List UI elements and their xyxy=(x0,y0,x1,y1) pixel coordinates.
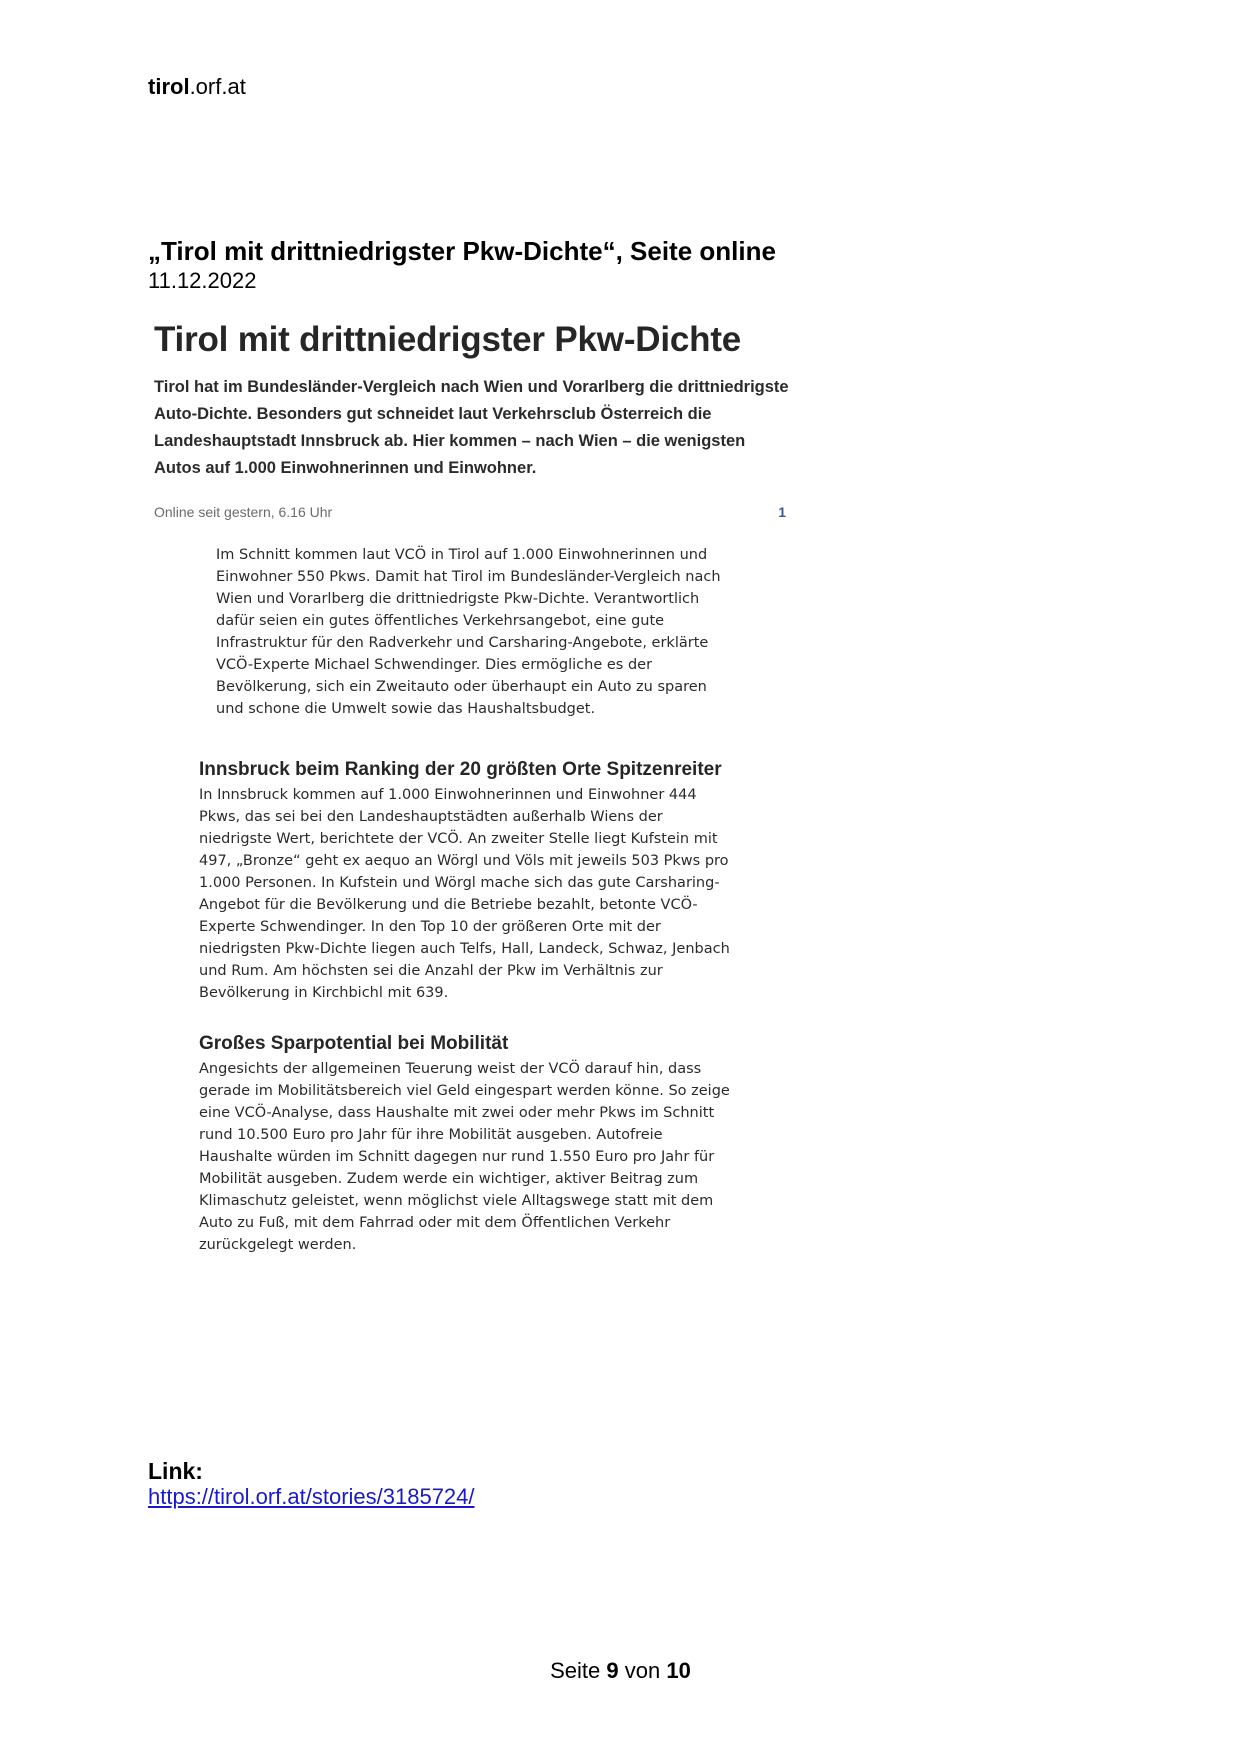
section-paragraph: In Innsbruck kommen auf 1.000 Einwohnerinnen und Einwohner 444 Pkws, das sei bei den Landeshauptstädten außerhalb Wiens der niedrigste Wert, berichtete der VCÖ. An zweiter Stelle liegt Kufstein mit 497, „Bronze“ geht ex aequo an Wörgl und Völs mit jeweils 503 Pkws pro 1.000 Personen. In Kufstein und Wörgl mache sich das gute Carsharing-Angebot für die Bevölkerung und die Betriebe bezahlt, betonte VCÖ-Experte Schwendinger. In den Top 10 der größeren Orte mit der niedrigsten Pkw-Dichte liegen auch Telfs, Hall, Landeck, Schwaz, Jenbach und Rum. Am höchsten sei die Anzahl der Pkw im Verhältnis zur Bevölkerung in Kirchbichl mit 639. xyxy=(199,787,730,1001)
link-label: Link: xyxy=(148,1458,203,1484)
site-logo-bold: tirol xyxy=(148,74,190,99)
section-heading: Innsbruck beim Ranking der 20 größten Orte Spitzenreiter xyxy=(199,759,722,780)
current-page-number: 9 xyxy=(606,1658,619,1683)
article-headline: Tirol mit drittniedrigster Pkw-Dichte xyxy=(154,320,742,359)
source-link[interactable]: https://tirol.orf.at/stories/3185724/ xyxy=(148,1484,475,1509)
article-section-sparpotential xyxy=(199,1030,739,1256)
site-logo-rest: .orf.at xyxy=(189,74,246,99)
section-heading: Großes Sparpotential bei Mobilität xyxy=(199,1033,509,1054)
total-page-number: 10 xyxy=(666,1658,691,1683)
article-lead: Tirol hat im Bundesländer-Vergleich nach Wien und Vorarlberg die drittniedrigste Auto-Dichte. Besonders gut schneidet laut Verkehrsclub Österreich die Landeshauptstadt Innsbruck ab. Hier kommen – nach Wien – die wenigsten Autos auf 1.000 Einwohnerinnen und Einwohner. xyxy=(154,378,789,477)
document-title: „Tirol mit drittniedrigster Pkw-Dichte“, Seite online xyxy=(148,236,776,266)
article-meta xyxy=(154,500,786,524)
document-date: 11.12.2022 xyxy=(148,268,257,293)
publish-time: Online seit gestern, 6.16 Uhr xyxy=(154,504,333,520)
section-paragraph: Angesichts der allgemeinen Teuerung weist der VCÖ darauf hin, dass gerade im Mobilitätsbereich viel Geld eingespart werden könne. So zeige eine VCÖ-Analyse, dass Haushalte mit zwei oder mehr Pkws im Schnitt rund 10.500 Euro pro Jahr für ihre Mobilität ausgeben. Autofreie Haushalte würden im Schnitt dagegen nur rund 1.550 Euro pro Jahr für Mobilität ausgeben. Zudem werde ein wichtiger, aktiver Beitrag zum Klimaschutz geleistet, wenn möglichst viele Alltagswege statt mit dem Auto zu Fuß, mit dem Fahrrad oder mit dem Öffentlichen Verkehr zurückgelegt werden. xyxy=(199,1061,730,1253)
article-clipping xyxy=(154,318,794,1256)
page-number-footer xyxy=(0,1658,1241,1684)
article-section-innsbruck xyxy=(199,756,739,1004)
footer-prefix: Seite xyxy=(550,1658,601,1683)
comment-count[interactable]: 1 xyxy=(778,504,786,520)
article-intro-paragraph: Im Schnitt kommen laut VCÖ in Tirol auf 1.000 Einwohnerinnen und Einwohner 550 Pkws. Damit hat Tirol im Bundesländer-Vergleich nach Wien und Vorarlberg die drittniedrigste Pkw-Dichte. Verantwortlich dafür seien ein gutes öffentliches Verkehrsangebot, eine gute Infrastruktur für den Radverkehr und Carsharing-Angebote, erklärte VCÖ-Experte Michael Schwendinger. Dies ermögliche es der Bevölkerung, sich ein Zweitauto oder überhaupt ein Auto zu sparen und schone die Umwelt sowie das Haushaltsbudget. xyxy=(216,547,721,717)
footer-separator: von xyxy=(624,1658,661,1683)
site-logo xyxy=(148,74,246,100)
